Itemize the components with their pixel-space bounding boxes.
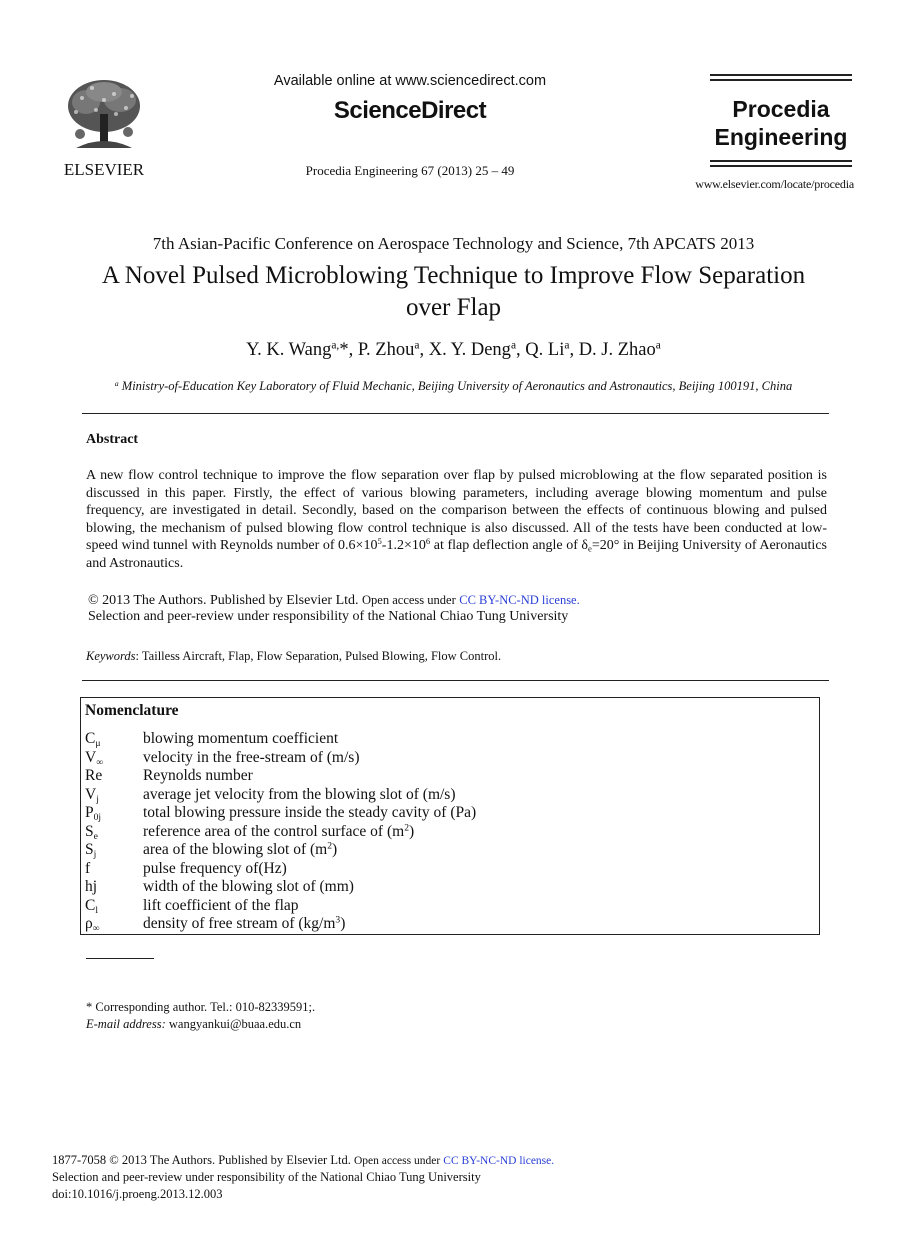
sciencedirect-brand: ScienceDirect (333, 97, 487, 124)
affiliation: $^a$ Ministry-of-Education Key Laboratory of Fluid Mechanic, Beijing University of Aeronautics and Astronautics, Beijing 100191, China (114, 378, 793, 393)
nomenclature-definition: area of the blowing slot of $(m^2)$ (143, 840, 338, 858)
nomenclature-definition: Reynolds number (143, 767, 253, 784)
nomenclature-symbol: $\rho_\infty$ (85, 915, 100, 934)
nomenclature-definition: width of the blowing slot of (mm) (143, 878, 354, 895)
copyright-line: © 2013 The Authors. Published by Elsevier Ltd. Open access under CC BY-NC-ND license. (88, 593, 580, 608)
corresponding-author: * Corresponding author. Tel.: 010-82339591;. (86, 1000, 316, 1014)
available-online-line: Available online at www.sciencedirect.com (273, 73, 547, 89)
divider-top (82, 413, 829, 414)
nomenclature-definition: average jet velocity from the blowing slot of (m/s) (143, 785, 456, 803)
footer-peer-review: Selection and peer-review under responsibility of the National Chiao Tung University (52, 1170, 481, 1184)
nomenclature-definition: lift coefficient of the flap (143, 896, 299, 914)
nomenclature-symbol: $P_{0j}$ (85, 804, 102, 823)
email-address[interactable]: wangyankui@buaa.edu.cn (168, 1017, 302, 1031)
journal-name (710, 95, 852, 151)
elsevier-logo (56, 74, 152, 182)
nomenclature-box (80, 697, 820, 935)
author: P. Zhou$^a$, (357, 339, 429, 360)
peer-review-line: Selection and peer-review under responsibility of the National Chiao Tung University (88, 609, 569, 624)
nomenclature-definition: blowing momentum coefficient (143, 730, 339, 747)
divider-keywords (82, 680, 829, 681)
publisher-name: ELSEVIER (63, 160, 145, 179)
nomenclature-symbol: f (85, 859, 91, 877)
nomenclature-symbol: $C_l$ (85, 896, 99, 916)
author: X. Y. Deng$^a$, (428, 339, 526, 360)
abstract-heading: Abstract (86, 432, 139, 447)
abstract-body: A new flow control technique to improve the flow separation over flap by pulsed microblowing at the flow separated position is discussed in this paper. Firstly, the effect of various blowing parameters, including average blowing momentum and pulse frequency, are investigated in detail. Secondly, based on the comparison between the effects of continuous blowing and pulsed blowing, the mechanism of pulsed blowing flow control technique is also discussed. All of the tests have been conducted at low-speed wind tunnel with Reynolds number of $0.6\times 10^5-1.2\times 10^6$ at flap deflection angle of $\delta_e=20^\circ$ in Beijing University of Aeronautics and Astronautics. (86, 468, 827, 571)
email-line: E-mail address: wangyankui@buaa.edu.cn (86, 1017, 302, 1031)
nomenclature-definition: velocity in the free-stream of (m/s) (143, 748, 360, 766)
keywords: Keywords: Tailless Aircraft, Flap, Flow Separation, Pulsed Blowing, Flow Control. (86, 649, 502, 663)
conference-line: 7th Asian-Pacific Conference on Aerospace Technology and Science, 7th APCATS 2013 (152, 234, 755, 253)
journal-name-line2: Engineering (714, 124, 848, 150)
nomenclature-definition: reference area of the control surface of $(m^2)$ (143, 822, 415, 840)
footer-license-link[interactable]: CC BY-NC-ND license. (443, 1155, 555, 1167)
nomenclature-symbol: $C_\mu$ (85, 730, 101, 749)
nomenclature-symbol: $S_j$ (85, 841, 97, 860)
author: Q. Li$^a$, (525, 339, 579, 360)
journal-name-line1: Procedia (732, 96, 830, 122)
footer-copyright: 1877-7058 © 2013 The Authors. Published by Elsevier Ltd. Open access under CC BY-NC-ND license. (52, 1153, 555, 1167)
elsevier-tree-icon (56, 74, 152, 182)
journal-rule-top-2 (710, 79, 852, 81)
journal-rule-bottom (710, 160, 852, 162)
journal-reference: Procedia Engineering 67 (2013) 25 – 49 (305, 163, 515, 178)
nomenclature-symbol: $V_\infty$ (85, 748, 104, 768)
nomenclature-symbol: Re (85, 767, 103, 784)
author: Y. K. Wang$^{a,}$*, (246, 339, 358, 360)
nomenclature-symbol: $S_e$ (85, 822, 98, 842)
footer-doi[interactable]: doi:10.1016/j.proeng.2013.12.003 (52, 1187, 223, 1201)
paper-title: A Novel Pulsed Microblowing Technique to Improve Flow Separation over Flap (101, 262, 806, 321)
journal-rule-top (710, 74, 852, 76)
nomenclature-definition: density of free stream of $(kg/m^3)$ (143, 914, 346, 932)
journal-url[interactable]: www.elsevier.com/locate/procedia (695, 177, 854, 191)
journal-rule-bottom-2 (710, 165, 852, 167)
nomenclature-definition: pulse frequency of(Hz) (143, 859, 287, 877)
footnote-rule (86, 958, 154, 959)
author-list (40, 340, 867, 361)
author: D. J. Zhao$^a$ (578, 339, 661, 360)
nomenclature-symbol: hj (85, 878, 98, 895)
nomenclature-heading: Nomenclature (85, 702, 179, 719)
license-link[interactable]: CC BY-NC-ND license. (459, 593, 580, 607)
nomenclature-symbol: $V_j$ (85, 785, 99, 805)
nomenclature-definition: total blowing pressure inside the steady cavity of (Pa) (143, 804, 477, 821)
